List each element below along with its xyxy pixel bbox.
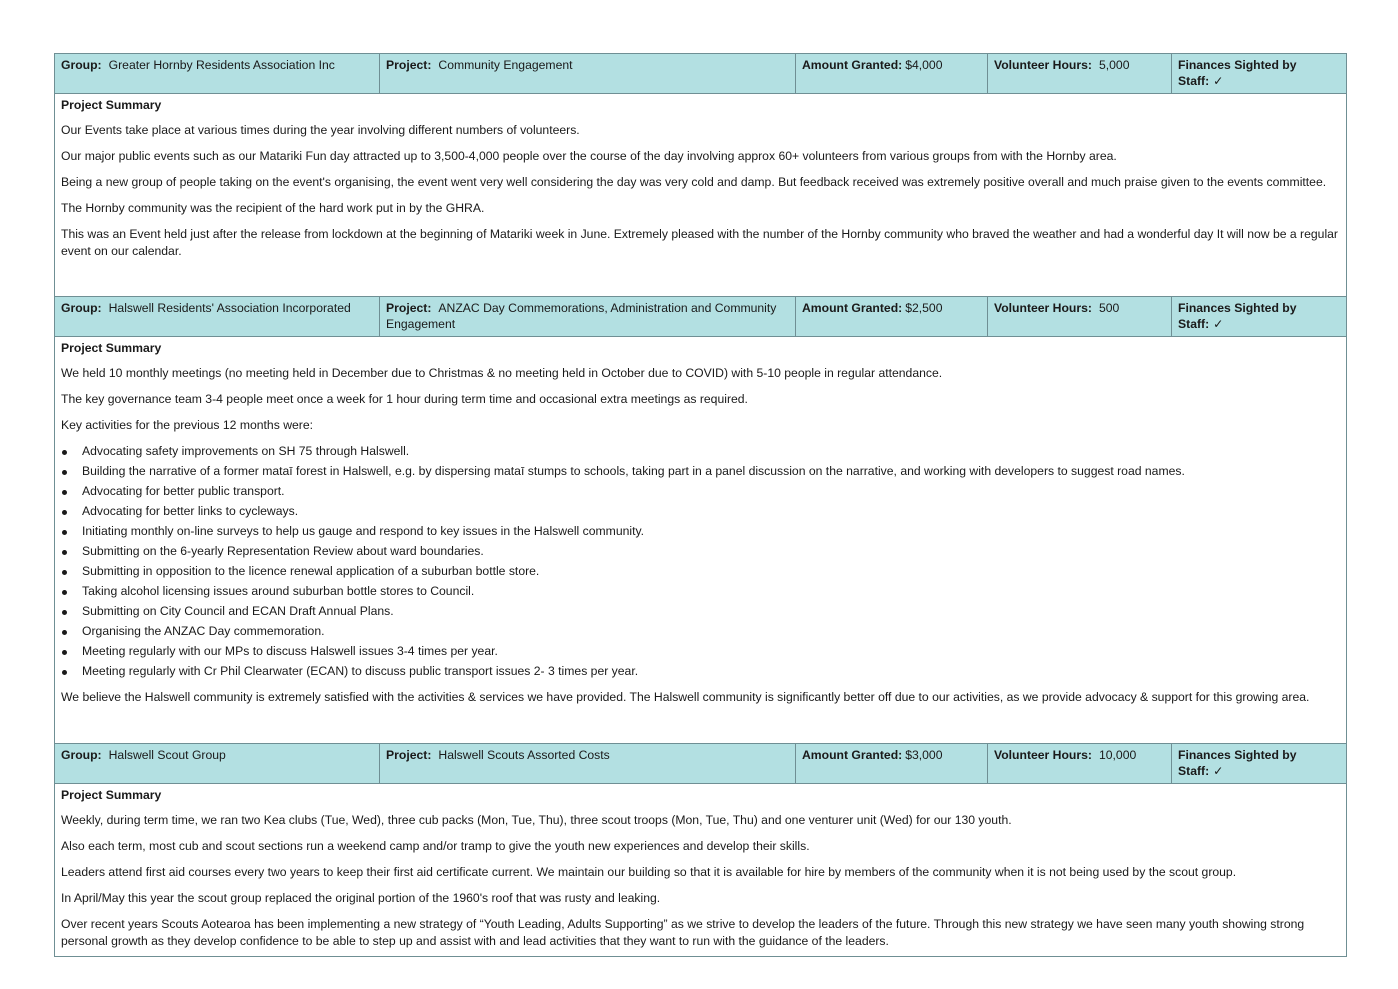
- summary-paragraph: Weekly, during term time, we ran two Kea clubs (Tue, Wed), three cub packs (Mon, Tue, Thu), three scout troops (Mon, Tue, Thu) and one venturer unit (Wed) for our 130 youth.: [61, 813, 1012, 827]
- summary-paragraph: The key governance team 3-4 people meet once a week for 1 hour during term time and occasional extra meetings as required.: [61, 392, 748, 406]
- volunteer-hours-value: 10,000: [1098, 748, 1137, 762]
- amount-cell: [796, 54, 988, 93]
- group-cell: [55, 744, 380, 783]
- finances-sighted-cell: [1172, 744, 1346, 783]
- grant-report-document: [54, 53, 1347, 957]
- summary-paragraph: Key activities for the previous 12 months were:: [61, 418, 313, 432]
- project-name: Halswell Scouts Assorted Costs: [438, 748, 610, 762]
- list-item: Meeting regularly with Cr Phil Clearwater (ECAN) to discuss public transport issues 2- 3 times per year.: [61, 663, 1340, 680]
- project-label: Project:: [386, 58, 432, 72]
- summary-paragraph: Over recent years Scouts Aotearoa has been implementing a new strategy of “Youth Leading, Adults Supporting” as we strive to develop the leaders of the future. Through this new strategy we have seen many youth showing strong personal growth as they develop confidence to be able to step up and assist with and lead activities that they want to run with the guidance of the leaders.: [61, 917, 1305, 948]
- amount-value: $2,500: [905, 301, 943, 315]
- list-item: Organising the ANZAC Day commemoration.: [61, 623, 1340, 640]
- list-item: Advocating safety improvements on SH 75 through Halswell.: [61, 443, 1340, 460]
- spacer: [61, 269, 1340, 292]
- entry-header-row: [55, 297, 1346, 337]
- volunteer-hours-label: Volunteer Hours:: [994, 301, 1092, 315]
- volunteer-hours-label: Volunteer Hours:: [994, 748, 1092, 762]
- project-label: Project:: [386, 748, 432, 762]
- volunteer-hours-cell: [988, 297, 1172, 336]
- list-item: Advocating for better links to cycleways.: [61, 503, 1340, 520]
- finances-sighted-label: Finances Sighted by Staff:: [1178, 58, 1297, 88]
- project-summary-heading: Project Summary: [61, 341, 162, 355]
- key-activities-list: [61, 443, 1340, 680]
- group-name: Halswell Residents' Association Incorporated: [108, 301, 351, 315]
- project-cell: [380, 54, 796, 93]
- project-cell: [380, 297, 796, 336]
- list-item: Meeting regularly with our MPs to discuss Halswell issues 3-4 times per year.: [61, 643, 1340, 660]
- volunteer-hours-cell: [988, 54, 1172, 93]
- summary-paragraph: In April/May this year the scout group replaced the original portion of the 1960's roof that was rusty and leaking.: [61, 891, 661, 905]
- list-item: Submitting on City Council and ECAN Draft Annual Plans.: [61, 603, 1340, 620]
- group-label: Group:: [61, 748, 102, 762]
- project-summary-heading: Project Summary: [61, 788, 162, 802]
- project-name: Community Engagement: [438, 58, 573, 72]
- summary-paragraph: This was an Event held just after the release from lockdown at the beginning of Matariki week in June. Extremely pleased with the number of the Hornby community who braved the weather and had a wonderful day It will now be a regular event on our calendar.: [61, 227, 1338, 258]
- finances-sighted-cell: [1172, 297, 1346, 336]
- project-cell: [380, 744, 796, 783]
- checkmark-icon: ✓: [1213, 764, 1224, 778]
- project-label: Project:: [386, 301, 432, 315]
- summary-paragraph: We held 10 monthly meetings (no meeting held in December due to Christmas & no meeting held in October due to COVID) with 5-10 people in regular attendance.: [61, 366, 943, 380]
- entry-header-row: [55, 54, 1346, 94]
- summary-paragraph: Leaders attend first aid courses every two years to keep their first aid certificate current. We maintain our building so that it is available for hire by members of the community when it is not being used by the scout group.: [61, 865, 1237, 879]
- group-name: Greater Hornby Residents Association Inc: [108, 58, 335, 72]
- list-item: Advocating for better public transport.: [61, 483, 1340, 500]
- summary-paragraph: The Hornby community was the recipient of the hard work put in by the GHRA.: [61, 201, 485, 215]
- amount-value: $4,000: [905, 58, 943, 72]
- grant-entry: [54, 53, 1347, 297]
- group-cell: [55, 297, 380, 336]
- group-name: Halswell Scout Group: [108, 748, 226, 762]
- group-label: Group:: [61, 301, 102, 315]
- amount-label: Amount Granted:: [802, 58, 903, 72]
- volunteer-hours-label: Volunteer Hours:: [994, 58, 1092, 72]
- list-item: Submitting in opposition to the licence renewal application of a suburban bottle store.: [61, 563, 1340, 580]
- amount-label: Amount Granted:: [802, 301, 903, 315]
- summary-paragraph: Our major public events such as our Matariki Fun day attracted up to 3,500-4,000 people over the course of the day involving approx 60+ volunteers from various groups from with the Hornby area.: [61, 149, 1117, 163]
- finances-sighted-cell: [1172, 54, 1346, 93]
- checkmark-icon: ✓: [1213, 74, 1224, 88]
- summary-paragraph: Also each term, most cub and scout sections run a weekend camp and/or tramp to give the youth new experiences and develop their skills.: [61, 839, 810, 853]
- volunteer-hours-value: 5,000: [1098, 58, 1130, 72]
- amount-cell: [796, 297, 988, 336]
- amount-cell: [796, 744, 988, 783]
- group-cell: [55, 54, 380, 93]
- volunteer-hours-cell: [988, 744, 1172, 783]
- summary-paragraph: We believe the Halswell community is extremely satisfied with the activities & services we have provided. The Halswell community is significantly better off due to our activities, as we provide advocacy & support for this growing area.: [61, 690, 1310, 704]
- project-summary: [55, 94, 1346, 296]
- project-name: ANZAC Day Commemorations, Administration and Community Engagement: [386, 301, 777, 331]
- volunteer-hours-value: 500: [1098, 301, 1120, 315]
- grant-entry: [54, 297, 1347, 744]
- amount-label: Amount Granted:: [802, 748, 903, 762]
- finances-sighted-label: Finances Sighted by Staff:: [1178, 301, 1297, 331]
- checkmark-icon: ✓: [1213, 317, 1224, 331]
- finances-sighted-label: Finances Sighted by Staff:: [1178, 748, 1297, 778]
- list-item: Taking alcohol licensing issues around suburban bottle stores to Council.: [61, 583, 1340, 600]
- entry-header-row: [55, 744, 1346, 784]
- project-summary-heading: Project Summary: [61, 98, 162, 112]
- list-item: Building the narrative of a former mataī forest in Halswell, e.g. by dispersing mataī stumps to schools, taking part in a panel discussion on the narrative, and working with developers to suggest road names.: [61, 463, 1340, 480]
- summary-paragraph: Being a new group of people taking on the event's organising, the event went very well considering the day was very cold and damp. But feedback received was extremely positive overall and much praise given to the events committee.: [61, 175, 1327, 189]
- spacer: [61, 715, 1340, 739]
- grant-entry: [54, 744, 1347, 957]
- project-summary: [55, 784, 1346, 956]
- list-item: Submitting on the 6-yearly Representation Review about ward boundaries.: [61, 543, 1340, 560]
- project-summary: [55, 337, 1346, 743]
- amount-value: $3,000: [905, 748, 943, 762]
- group-label: Group:: [61, 58, 102, 72]
- summary-paragraph: Our Events take place at various times during the year involving different numbers of volunteers.: [61, 123, 580, 137]
- list-item: Initiating monthly on-line surveys to help us gauge and respond to key issues in the Halswell community.: [61, 523, 1340, 540]
